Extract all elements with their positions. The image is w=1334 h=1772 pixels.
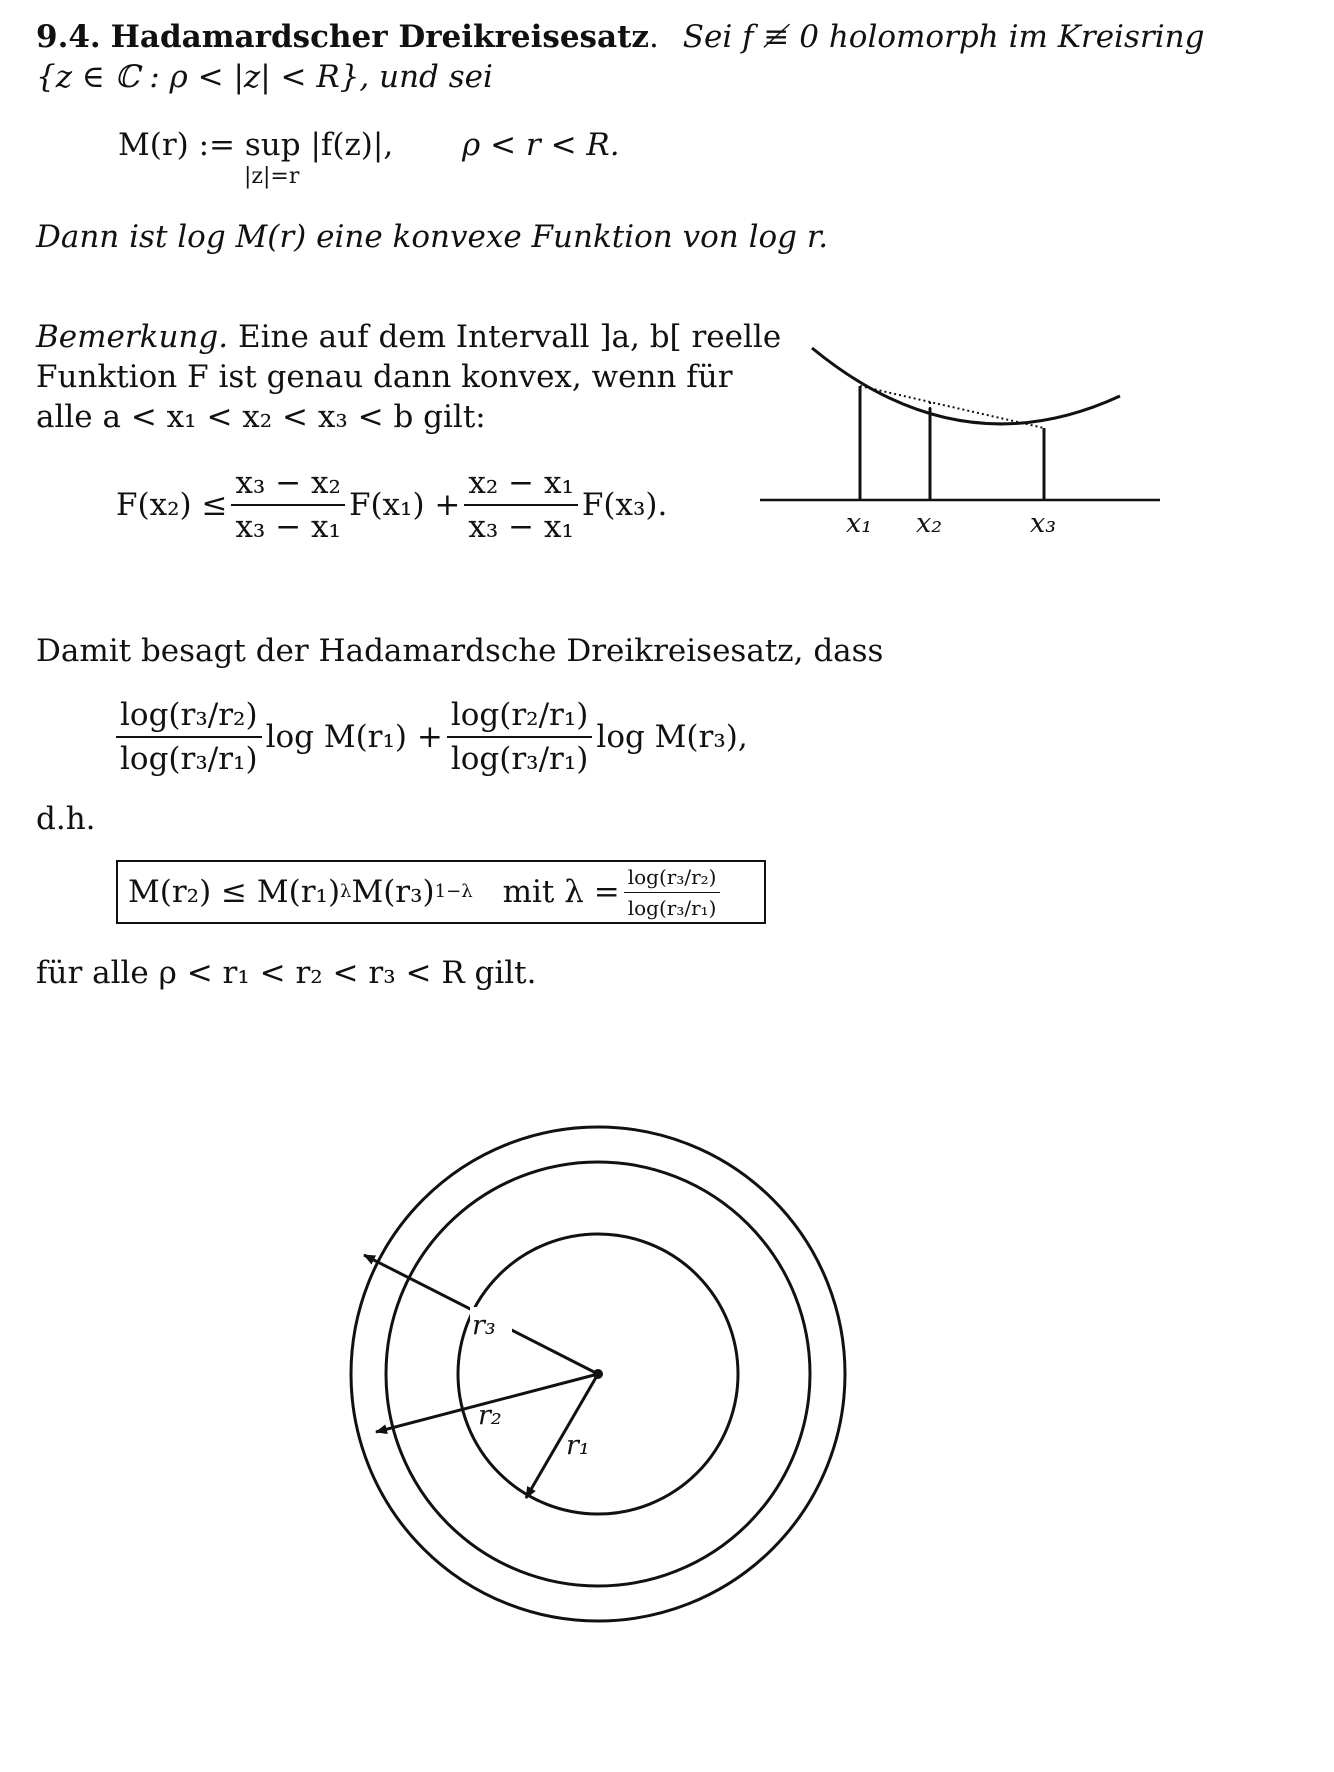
secant-line <box>860 386 1044 428</box>
consequence-intro: Damit besagt der Hadamardsche Dreikreisesatz, dass <box>36 633 884 669</box>
three-circles-figure <box>300 1080 900 1680</box>
label-x1: x₁ <box>846 508 873 539</box>
theorem-number: 9.4. <box>36 19 101 55</box>
log-fraction-2 <box>447 696 593 778</box>
log-fraction-1 <box>116 696 262 778</box>
theorem-statement-line2: {z ∈ ℂ : ρ < |z| < R}, und sei <box>36 59 493 95</box>
log-frac1-num: log(r₃/r₂) <box>120 697 258 733</box>
log-convex-combination <box>116 696 748 778</box>
theorem-heading <box>36 18 1204 56</box>
boxed-fraction <box>624 864 721 921</box>
theorem-statement-line1: Sei f ≢ 0 holomorph im Kreisring <box>682 19 1205 55</box>
boxed-frac-num: log(r₃/r₂) <box>627 864 717 889</box>
boxed-frac-den: log(r₃/r₁) <box>624 892 721 921</box>
convexity-inequality <box>116 464 667 546</box>
remark-line2: Funktion F ist genau dann konvex, wenn für <box>36 359 733 395</box>
ineq-fraction-2 <box>464 464 578 546</box>
convex-curve <box>812 348 1120 424</box>
theorem-period: . <box>649 19 659 55</box>
ineq-fraction-1 <box>231 464 345 546</box>
ineq-frac2-den: x₃ − x₁ <box>464 504 578 546</box>
remark-line1 <box>36 318 781 356</box>
sup-subscript: |z|=r <box>244 164 300 189</box>
ineq-frac1-den: x₃ − x₁ <box>231 504 345 546</box>
ineq-mid: F(x₁) + <box>348 487 461 523</box>
label-r3: r₃ <box>472 1310 496 1341</box>
ineq-frac2-num: x₂ − x₁ <box>468 465 574 501</box>
final-condition: für alle ρ < r₁ < r₂ < r₃ < R gilt. <box>36 955 537 991</box>
boxed-lhs: M(r₂) ≤ M(r₁) <box>128 874 341 910</box>
label-r1: r₁ <box>566 1430 590 1461</box>
theorem-conclusion: Dann ist log M(r) eine konvexe Funktion von log r. <box>36 219 829 255</box>
remark-label: Bemerkung. <box>36 319 229 355</box>
boxed-mit: mit λ = <box>502 874 620 910</box>
boxed-exp-lambda: λ <box>340 881 352 902</box>
log-end: log M(r₃), <box>596 719 748 755</box>
log-frac1-den: log(r₃/r₁) <box>116 736 262 778</box>
label-x2: x₂ <box>916 508 943 539</box>
log-mid: log M(r₁) + <box>265 719 443 755</box>
boxed-exp-one-minus-lambda: 1−λ <box>434 881 473 902</box>
convex-function-figure <box>760 330 1180 550</box>
ineq-lhs: F(x₂) ≤ <box>116 487 228 523</box>
boxed-result <box>116 860 766 924</box>
log-frac2-den: log(r₃/r₁) <box>447 736 593 778</box>
center-point <box>593 1369 603 1379</box>
definition-range: ρ < r < R. <box>462 127 620 163</box>
log-frac2-num: log(r₂/r₁) <box>450 697 589 733</box>
dh-text: d.h. <box>36 801 96 837</box>
ineq-end: F(x₃). <box>581 487 668 523</box>
remark-text-1: Eine auf dem Intervall ]a, b[ reelle <box>237 319 782 355</box>
remark-line3: alle a < x₁ < x₂ < x₃ < b gilt: <box>36 399 486 435</box>
theorem-name: Hadamardscher Dreikreisesatz <box>110 19 650 55</box>
ineq-frac1-num: x₃ − x₂ <box>235 465 341 501</box>
label-r2: r₂ <box>478 1400 502 1431</box>
boxed-mid: M(r₃) <box>351 874 435 910</box>
label-x3: x₃ <box>1030 508 1057 539</box>
definition-M: M(r) := sup |f(z)|, <box>118 127 394 163</box>
